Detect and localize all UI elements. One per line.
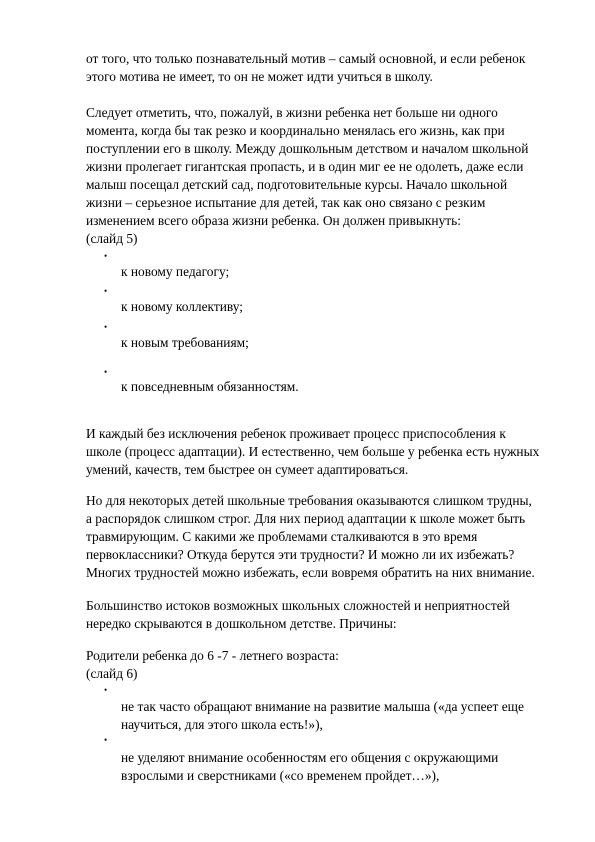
list-item-line: не уделяют внимание особенностям его общения с окружающими: [121, 750, 499, 765]
paragraph-difficulties-line: первоклассники? Откуда берутся эти трудности? И можно ли их избежать?: [86, 547, 515, 562]
bullet-icon: •: [104, 286, 108, 296]
paragraph-parents-line: Родители ребенка до 6 -7 - летнего возраста:: [86, 648, 339, 663]
list-item: к новому педагогу;: [121, 264, 230, 279]
paragraph-intro-line: этого мотива не имеет, то он не может идти учиться в школу.: [86, 69, 433, 84]
slide-reference: (слайд 5): [86, 231, 138, 246]
paragraph-difficulties-line: Но для некоторых детей школьные требования оказываются слишком трудны,: [86, 493, 532, 508]
paragraph-adaptation-line: школе (процесс адаптации). И естественно, чем больше у ребенка есть нужных: [86, 444, 540, 459]
paragraph-adaptation-line: И каждый без исключения ребенок проживает процесс приспособления к: [86, 426, 506, 441]
paragraph-transition-line: жизни – серьезное испытание для детей, так как оно связано с резким: [86, 195, 486, 210]
paragraph-transition-line: Следует отметить, что, пожалуй, в жизни ребенка нет больше ни одного: [86, 105, 498, 120]
paragraph-difficulties-line: Многих трудностей можно избежать, если вовремя обратить на них внимание.: [86, 565, 535, 580]
paragraph-adaptation-line: умений, качеств, тем быстрее он сумеет адаптироваться.: [86, 462, 409, 477]
paragraph-difficulties-line: травмирующим. С какими же проблемами сталкиваются в это время: [86, 529, 478, 544]
paragraph-transition-line: момента, когда бы так резко и координально менялась его жизнь, как при: [86, 123, 505, 138]
slide-reference: (слайд 6): [86, 666, 138, 681]
paragraph-transition-line: изменением всего образа жизни ребенка. Он должен привыкнуть:: [86, 213, 461, 228]
bullet-icon: •: [104, 322, 108, 332]
bullet-icon: •: [104, 367, 108, 377]
bullet-icon: •: [104, 685, 108, 695]
bullet-icon: •: [104, 735, 108, 745]
paragraph-transition-line: поступлении его в школу. Между дошкольным детством и началом школьной: [86, 141, 529, 156]
paragraph-difficulties-line: а распорядок слишком строг. Для них период адаптации к школе может быть: [86, 511, 526, 526]
paragraph-sources-line: Большинство истоков возможных школьных сложностей и неприятностей: [86, 598, 510, 613]
list-item: к новым требованиям;: [121, 335, 249, 350]
bullet-icon: •: [104, 251, 108, 261]
paragraph-transition-line: малыш посещал детский сад, подготовительные курсы. Начало школьной: [86, 177, 508, 192]
paragraph-sources-line: нередко скрываются в дошкольном детстве. Причины:: [86, 616, 397, 631]
list-item-line: не так часто обращают внимание на развитие малыша («да успеет еще: [121, 699, 524, 714]
list-item: к новому коллективу;: [121, 299, 244, 314]
list-item-line: взрослыми и сверстниками («со временем пройдет…»),: [121, 768, 440, 783]
paragraph-intro-line: от того, что только познавательный мотив – самый основной, и если ребенок: [86, 51, 526, 66]
list-item: к повседневным обязанностям.: [121, 379, 299, 394]
list-item-line: научиться, для этого школа есть!»),: [121, 717, 323, 732]
paragraph-transition-line: жизни пролегает гигантская пропасть, и в один миг ее не одолеть, даже если: [86, 159, 524, 174]
